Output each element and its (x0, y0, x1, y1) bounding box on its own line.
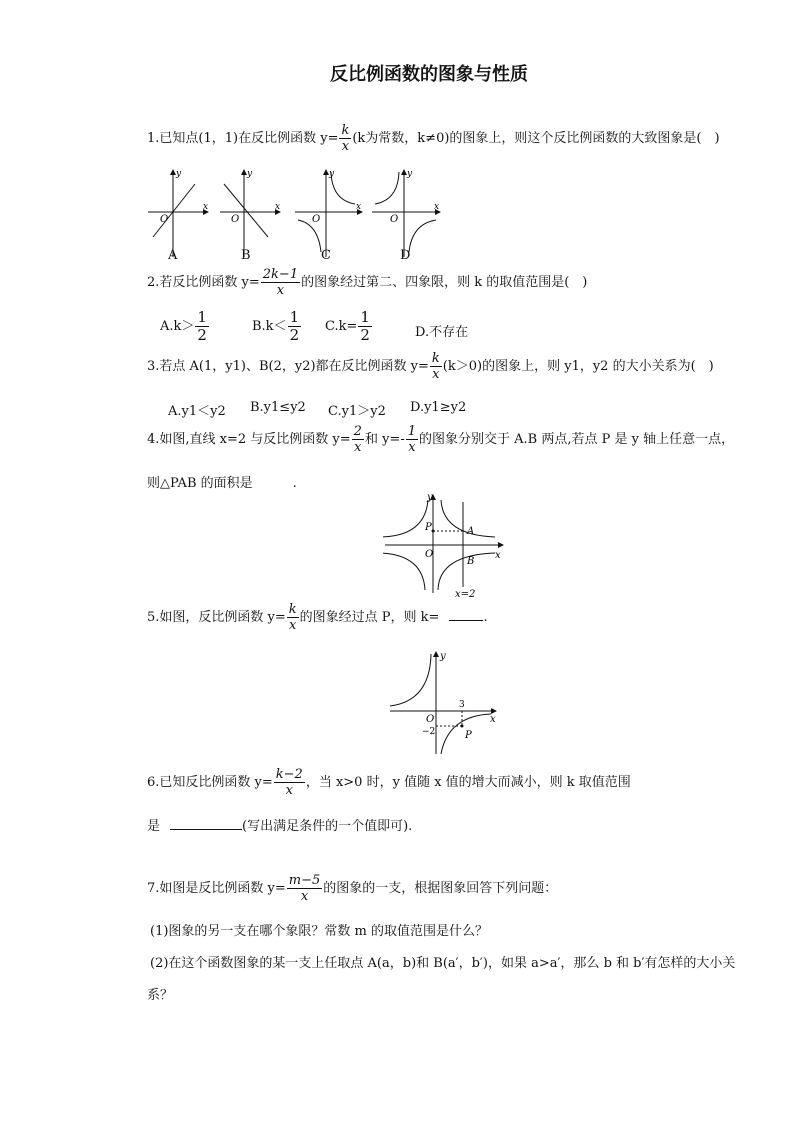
q3-option-a: A.y1＜y2 (168, 404, 226, 419)
q4-figure (383, 490, 513, 600)
q2-option-d: D.不存在 (415, 325, 469, 340)
question-2: 2.若反比例函数 y= $\frac{2k-1}{x}$ 的图象经过第二、四象限，则 k 的取值范围是( ) (147, 267, 588, 298)
q1-option-a-label: A (168, 248, 178, 263)
q6-answer-blank (170, 817, 242, 830)
q1-option-b-label: B (241, 248, 251, 263)
question-7: 7.如图是反比例函数 y= $\frac{m-5}{x}$ 的图象的一支，根据图象回答下列问题： (147, 873, 558, 904)
q1-graph-b (220, 169, 280, 257)
svg-text:O: O (390, 214, 399, 225)
q1-graph-c (295, 169, 362, 257)
question-6: 6.已知反比例函数 y= $\frac{k-2}{x}$ ，当 x>0 时，y 值随 x 值的增大而减小，则 k 取值范围 (147, 767, 631, 798)
svg-text:O: O (231, 214, 240, 225)
svg-text:P: P (425, 522, 432, 533)
svg-text:x: x (490, 714, 496, 725)
svg-text:3: 3 (459, 700, 465, 710)
svg-text:y: y (247, 169, 253, 179)
svg-text:y: y (176, 169, 182, 179)
q3-option-d: D.y1≥y2 (410, 400, 467, 415)
svg-text:−2: −2 (422, 727, 436, 737)
svg-text:x=2: x=2 (455, 589, 476, 600)
question-3: 3.若点 A(1，y1)、B(2，y2)都在反比例函数 y= $\frac{k}{x}$ (k＞0)的图象上，则 y1，y2 的大小关系为( ) (147, 351, 714, 382)
svg-text:O: O (160, 214, 169, 225)
question-5: 5.如图，反比例函数 y= $\frac{k}{x}$ 的图象经过点 P，则 k= . (147, 602, 488, 633)
q1-graph-a (148, 169, 208, 257)
q5-figure (388, 646, 503, 758)
svg-text:y: y (440, 651, 446, 662)
q1-option-graphs (140, 162, 460, 262)
q1-fraction: $\frac{k}{x}$ (341, 123, 350, 154)
svg-text:x: x (356, 202, 362, 212)
q1-text-pre: 1.已知点(1，1)在反比例函数 y= (147, 131, 339, 146)
q5-answer-blank (449, 608, 483, 621)
q1-option-d-label: D (400, 248, 411, 263)
svg-text:B: B (467, 556, 475, 567)
q3-option-b: B.y1≤y2 (250, 400, 306, 415)
svg-text:A: A (467, 526, 475, 537)
svg-text:x: x (495, 550, 501, 561)
svg-text:P: P (465, 730, 472, 741)
question-1 (147, 124, 720, 153)
svg-text:y: y (329, 169, 335, 179)
q1-option-c-label: C (321, 248, 331, 263)
svg-text:O: O (426, 714, 435, 725)
svg-text:y: y (427, 492, 433, 503)
page-title: 反比例函数的图象与性质 (330, 64, 528, 85)
q3-option-c: C.y1＞y2 (328, 404, 386, 419)
q1-text-post: (k为常数，k≠0)的图象上，则这个反比例函数的大致图象是( ) (352, 131, 720, 146)
svg-text:O: O (425, 549, 434, 560)
svg-text:O: O (312, 214, 321, 225)
svg-text:y: y (407, 169, 413, 179)
svg-text:x: x (203, 202, 209, 212)
q2-fraction: $\frac{2k-1}{x}$ (262, 267, 299, 298)
q7-sub-2-end: 系？ (147, 988, 174, 1003)
q1-graph-d (372, 169, 440, 257)
q4-line-2: 则△PAB 的面积是 . (147, 476, 297, 491)
svg-text:x: x (434, 202, 440, 212)
svg-text:x: x (275, 202, 281, 212)
q7-sub-1: (1)图象的另一支在哪个象限？常数 m 的取值范围是什么？ (150, 924, 489, 939)
q2-option-a: A.k＞ $\frac{1}{2}$ (160, 308, 207, 344)
q7-sub-2: (2)在这个函数图象的某一支上任取点 A(a，b)和 B(a′，b′)，如果 a>a′，那么 b 和 b′有怎样的大小关 (150, 956, 736, 971)
q2-option-c: C.k= $\frac{1}{2}$ (325, 308, 370, 344)
question-4: 4.如图,直线 x=2 与反比例函数 y= $\frac{2}{x}$ 和 y=- $\frac{1}{x}$ 的图象分别交于 A.B 两点,若点 P 是 y 轴上任意一点， (147, 424, 735, 455)
q2-option-b: B.k＜ $\frac{1}{2}$ (252, 308, 300, 344)
q6-line-2: 是 (写出满足条件的一个值即可). (147, 819, 413, 834)
